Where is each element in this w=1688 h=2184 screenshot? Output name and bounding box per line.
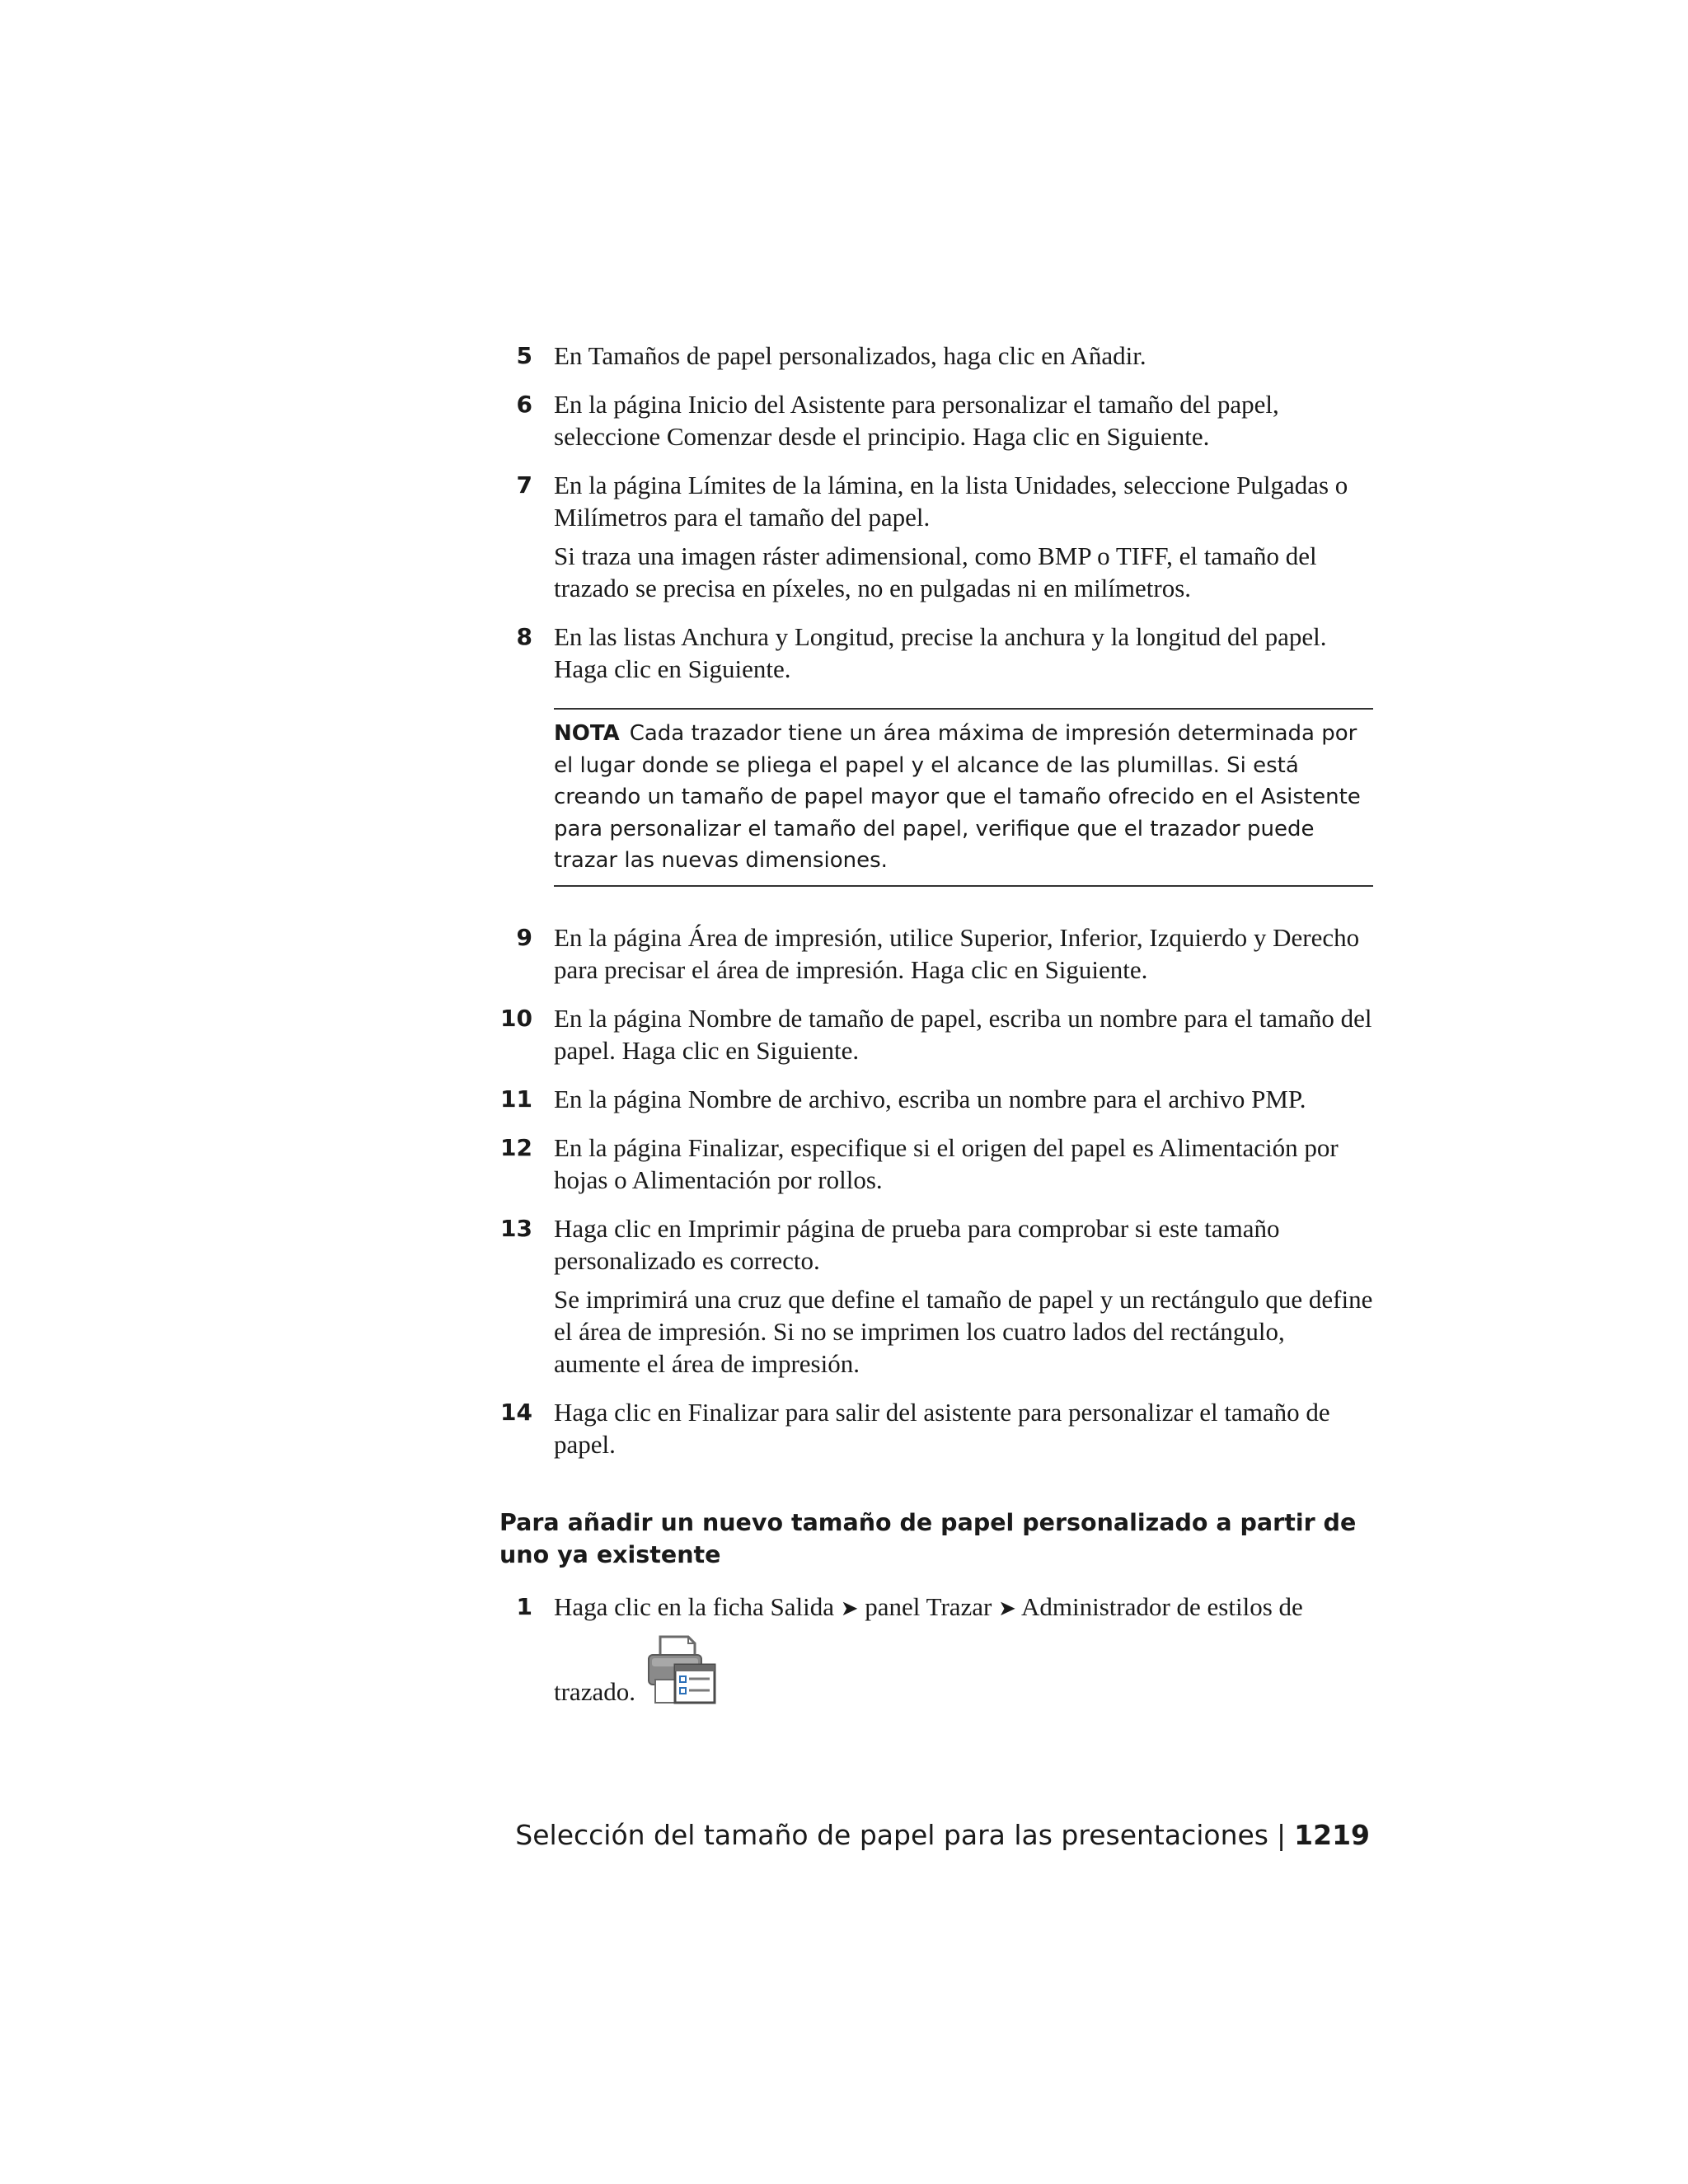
arrow-icon: ➤ [998,1596,1016,1621]
step-number: 13 [500,1214,532,1242]
step-number: 12 [500,1133,532,1161]
note-text: Cada trazador tiene un área máxima de impresión determinada por el lugar donde se pliega el papel y el alcance de las plumillas. Si está creando un tamaño de papel mayor que el tamaño ofrecido en el Asistente para personalizar el tamaño del papel, verifique que el trazador puede trazar las nuevas dimensiones. [554,721,1361,873]
step-text: En las listas Anchura y Longitud, precise la anchura y la longitud del papel. Haga clic en Siguiente. [554,622,1327,683]
footer-separator: | [1277,1819,1287,1851]
step-text: En la página Nombre de tamaño de papel, escriba un nombre para el tamaño del papel. Haga clic en Siguiente. [554,1003,1372,1065]
list-item-step-1 [499,1591,1373,1708]
list-item-step-14 [499,1396,1373,1460]
page-number: 1219 [1294,1819,1370,1851]
note-label: NOTA [554,721,620,746]
step-number: 7 [516,471,532,499]
plot-style-manager-icon [644,1632,718,1708]
footer-title: Selección del tamaño de papel para las presentaciones [515,1819,1269,1851]
section-heading: Para añadir un nuevo tamaño de papel personalizado a partir de uno ya existente [499,1508,1357,1568]
step-text: En la página Inicio del Asistente para personalizar el tamaño del papel, seleccione Comenzar desde el principio. Haga clic en Siguiente. [554,390,1279,451]
step-text-part: Administrador de estilos de [1020,1591,1303,1621]
step-number: 10 [500,1004,532,1032]
step-text: En la página Nombre de archivo, escriba un nombre para el archivo PMP. [554,1084,1306,1113]
list-item-step-9 [499,921,1373,986]
list-item-step-11 [499,1083,1373,1115]
step-text-continued [554,1632,1373,1708]
step-text: En la página Finalizar, especifique si el origen del papel es Alimentación por hojas o Alimentación por rollos. [554,1132,1339,1194]
step-subtext: Si traza una imagen ráster adimensional, como BMP o TIFF, el tamaño del trazado se precisa en píxeles, no en pulgadas ni en milímetros. [554,541,1317,602]
step-text-part: Haga clic en la ficha Salida [554,1591,834,1621]
step-text: En Tamaños de papel personalizados, haga clic en Añadir. [554,341,1146,370]
step-text-part: panel Trazar [865,1591,992,1621]
note-box [554,708,1373,887]
arrow-icon: ➤ [840,1596,859,1621]
list-item-step-8 [499,621,1373,685]
step-text: Haga clic en Finalizar para salir del asistente para personalizar el tamaño de papel. [554,1397,1330,1459]
step-number: 6 [516,391,532,418]
step-text: En la página Área de impresión, utilice Superior, Inferior, Izquierdo y Derecho para precisar el área de impresión. Haga clic en Siguiente. [554,922,1360,984]
step-text: En la página Límites de la lámina, en la lista Unidades, seleccione Pulgadas o Milímetros para el tamaño del papel. [554,471,1348,532]
list-item-step-7 [499,469,1373,604]
list-item-step-10 [499,1002,1373,1066]
step-number: 11 [500,1085,532,1113]
page-content [499,340,1373,1724]
step-text: Haga clic en Imprimir página de prueba para comprobar si este tamaño personalizado es correcto. [554,1213,1280,1275]
list-item-step-6 [499,388,1373,452]
step-number: 8 [516,623,532,650]
step-subtext: Se imprimirá una cruz que define el tamaño de papel y un rectángulo que define el área de impresión. Si no se imprimen los cuatro lados del rectángulo, aumente el área de impresión. [554,1284,1373,1378]
list-item-step-13 [499,1212,1373,1380]
step-number: 1 [516,1592,532,1620]
step-number: 5 [516,342,532,369]
list-item-step-12 [499,1132,1373,1196]
step-text [554,1591,1373,1625]
step-number: 14 [500,1398,532,1426]
list-item-step-5 [499,340,1373,372]
step-number: 9 [516,923,532,951]
page-footer [515,1816,1370,1854]
step-text-part: trazado. [554,1676,635,1706]
